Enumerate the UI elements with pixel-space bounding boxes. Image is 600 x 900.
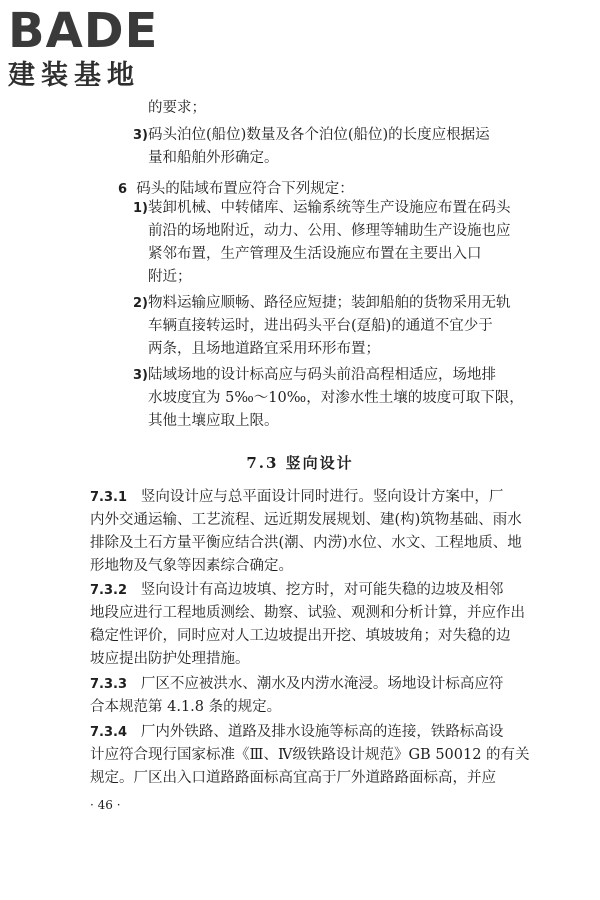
clause — [90, 486, 503, 509]
text-line: 量和船舶外形确定。 — [148, 150, 279, 166]
section-heading: 7.3 竖向设计 — [246, 454, 354, 472]
bade-logo — [8, 3, 178, 98]
text-line: 坡应提出防护处理措施。 — [90, 651, 250, 667]
clause — [90, 673, 503, 696]
logo-subtitle: 建装基地 — [8, 60, 140, 91]
list-item — [133, 197, 511, 220]
text-line: 其他土壤应取上限。 — [148, 413, 279, 429]
text-line: 物料运输应顺畅、路径应短捷；装卸船舶的货物采用无轨 — [148, 295, 511, 311]
text-line: 附近； — [148, 269, 192, 285]
text-line: 排除及土石方量平衡应结合洪(潮、内涝)水位、水文、工程地质、地 — [90, 535, 522, 551]
list-item — [133, 364, 496, 387]
item-number: 2) — [133, 296, 148, 311]
clause-number: 7.3.4 — [90, 725, 128, 740]
text-line: 地段应进行工程地质测绘、勘察、试验、观测和分析计算，并应作出 — [90, 605, 525, 621]
text-line: 竖向设计有高边坡填、挖方时，对可能失稳的边坡及相邻 — [140, 582, 504, 598]
text-line: 厂区不应被洪水、潮水及内涝水淹浸。场地设计标高应符 — [140, 676, 504, 692]
text-line: 计应符合现行国家标准《Ⅲ、Ⅳ级铁路设计规范》GB 50012 的有关 — [90, 747, 530, 763]
list-item — [133, 124, 490, 147]
clause-number: 7.3.3 — [90, 677, 128, 692]
text-line: 紧邻布置，生产管理及生活设施应布置在主要出入口 — [148, 246, 482, 262]
item-number: 6 — [118, 182, 128, 197]
text-line: 水坡度宜为 5‰～10‰，对渗水性土壤的坡度可取下限， — [148, 390, 524, 406]
text-line: 规定。厂区出入口道路路面标高宜高于厂外道路路面标高，并应 — [90, 770, 496, 786]
text-line: 码头的陆域布置应符合下列规定： — [136, 181, 354, 197]
text-line: 形地物及气象等因素综合确定。 — [90, 558, 293, 574]
text-line: 装卸机械、中转储库、运输系统等生产设施应布置在码头 — [148, 200, 511, 216]
clause-number: 7.3.2 — [90, 583, 128, 598]
text-line: 合本规范第 4.1.8 条的规定。 — [90, 699, 282, 715]
text-line: 车辆直接转运时，进出码头平台(趸船)的通道不宜少于 — [148, 318, 493, 334]
item-number: 3) — [133, 368, 148, 383]
clause-number: 7.3.1 — [90, 490, 128, 505]
text-line: 陆域场地的设计标高应与码头前沿高程相适应，场地排 — [148, 367, 496, 383]
text-line: 竖向设计应与总平面设计同时进行。竖向设计方案中，厂 — [140, 489, 504, 505]
item-number: 3) — [133, 128, 148, 143]
clause — [90, 579, 503, 602]
clause — [90, 721, 503, 744]
text-line: 码头泊位(船位)数量及各个泊位(船位)的长度应根据运 — [148, 127, 490, 143]
text-line: 的要求； — [148, 100, 206, 116]
logo-wordmark: BADE — [8, 3, 159, 59]
text-line: 两条，且场地道路宜采用环形布置； — [148, 341, 380, 357]
text-line: 内外交通运输、工艺流程、远近期发展规划、建(构)筑物基础、雨水 — [90, 512, 522, 528]
text-line: 稳定性评价，同时应对人工边坡提出开挖、填坡坡角；对失稳的边 — [90, 628, 511, 644]
item-number: 1) — [133, 201, 148, 216]
text-line: 厂内外铁路、道路及排水设施等标高的连接，铁路标高设 — [140, 724, 504, 740]
page-number: · 46 · — [90, 798, 121, 812]
list-item — [133, 292, 511, 315]
text-line: 前沿的场地附近，动力、公用、修理等辅助生产设施也应 — [148, 223, 511, 239]
